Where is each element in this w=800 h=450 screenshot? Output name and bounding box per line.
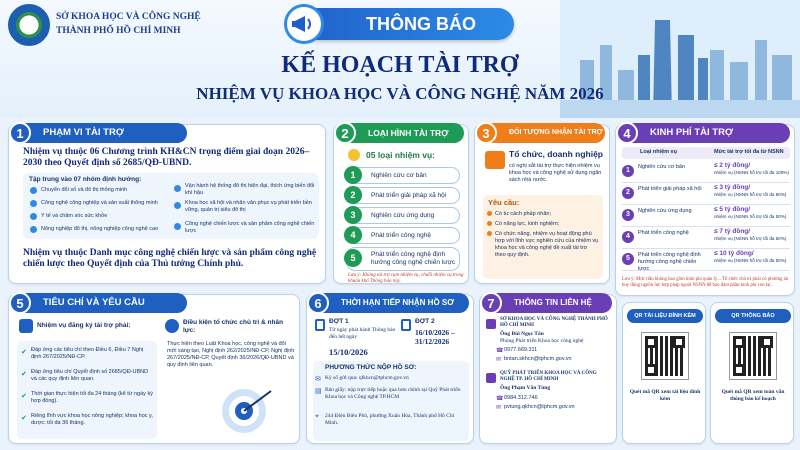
target-illustration-icon xyxy=(209,385,279,437)
criteria-list xyxy=(17,341,157,439)
mail-icon: ✉ xyxy=(496,405,502,411)
type-item-1 xyxy=(346,167,460,184)
bullet-icon xyxy=(487,211,492,216)
col-type: Loại nhiệm vụ xyxy=(640,149,677,155)
lightbulb-icon xyxy=(348,149,360,161)
section-deadline-number: 6 xyxy=(307,292,329,314)
qr-attachments-title: QR TÀI LIỆU ĐÍNH KÈM xyxy=(627,309,703,323)
qr-announcement-title: QR THÔNG BÁO xyxy=(715,309,791,323)
budget-row-type: Phát triển giải pháp xã hội xyxy=(638,186,702,192)
section-budget-number: 4 xyxy=(616,122,638,144)
section-deadline xyxy=(306,294,474,444)
budget-row-note: nhiệm vụ (NSNN hỗ trợ tối đa 50%) xyxy=(714,214,787,219)
digital-icon xyxy=(30,187,37,194)
section-criteria-number: 5 xyxy=(9,292,31,314)
agriculture-icon xyxy=(30,226,37,233)
section-type-title: LOẠI HÌNH TÀI TRỢ xyxy=(368,128,449,138)
requirement-3: Có chức năng, nhiệm vụ hoạt động phù hợp với lĩnh vực nghiên cứu của nhiệm vụ khoa học và công nghệ đề xuất tài trợ theo quy định. xyxy=(495,231,599,258)
focus-item-4: Nông nghiệp đô thị, nông nghiệp công nghệ cao xyxy=(41,226,159,232)
conditions-heading: Điều kiện tổ chức chủ trì & nhân lực: xyxy=(183,319,284,334)
main-subtitle: NHIỆM VỤ KHOA HỌC VÀ CÔNG NGHỆ NĂM 2026 xyxy=(196,84,604,103)
building-icon xyxy=(485,151,505,169)
section-deadline-header xyxy=(315,293,469,313)
scope-point-2: Nhiệm vụ thuộc Danh mục công nghệ chiến lược và sản phẩm công nghệ chiến lược theo Quyết định của Thủ tướng Chính phủ. xyxy=(23,248,317,269)
criteria-item-1: Đáp ứng các tiêu chí theo Điều 6, Điều 7 Nghị định 267/2025/NĐ-CP. xyxy=(31,347,144,360)
focus-item-1: Chuyển đổi số và đô thị thông minh xyxy=(41,187,128,193)
budget-row xyxy=(622,161,790,183)
type-item-number: 1 xyxy=(344,166,362,184)
submission-address: 244 Điện Biên Phủ, phường Xuân Hòa, Thành phố Hồ Chí Minh. xyxy=(325,413,455,426)
contact-role-1: Phòng Phát triển Khoa học công nghệ xyxy=(500,338,584,344)
requirement-1: Có tư cách pháp nhân; xyxy=(495,211,551,217)
contact-org-1: SỞ KHOA HỌC VÀ CÔNG NGHỆ THÀNH PHỐ HỒ CHÍ MINH xyxy=(500,317,608,328)
contact-email-1: bntan.skhcn@tphcm.gov.vn xyxy=(504,356,572,362)
criteria-item-4: Riêng lĩnh vực khoa học nông nghiệp; khoa học y, dược: tối đa 36 tháng. xyxy=(31,413,153,426)
qr-attachments-caption: Quét mã QR xem tài liệu đính kèm xyxy=(629,389,701,402)
contact-org-2: QUỸ PHÁT TRIỂN KHOA HỌC VÀ CÔNG NGHỆ TP. HỒ CHÍ MINH xyxy=(500,371,597,382)
budget-row-type: Nghiên cứu ứng dụng xyxy=(638,208,692,214)
type-item-3 xyxy=(346,207,460,224)
round2-label: ĐỢT 2 xyxy=(415,318,435,325)
section-recipients xyxy=(474,124,610,284)
budget-row-amount: ≤ 7 tỷ đồng/ xyxy=(714,228,751,235)
section-scope-header xyxy=(17,123,187,143)
contact-phone-2: 0984.312.746 xyxy=(504,395,538,401)
phone-icon: ☎ xyxy=(496,396,504,402)
budget-row-amount: ≤ 3 tỷ đồng/ xyxy=(714,184,751,191)
contact-email-2: pvtung.qkhcn@tphcm.gov.vn xyxy=(504,404,575,410)
budget-row xyxy=(622,183,790,205)
org-name xyxy=(56,10,201,38)
section-budget-header xyxy=(624,123,790,143)
type-item-number: 2 xyxy=(344,186,362,204)
scope-point-1: Nhiệm vụ thuộc 06 Chương trình KH&CN trọng điểm giai đoạn 2026–2030 theo Quyết định số 2685/QĐ-UBND. xyxy=(23,147,310,168)
section-criteria-header xyxy=(17,293,187,313)
type-item-label: Nghiên cứu cơ bản xyxy=(371,172,427,179)
section-criteria xyxy=(8,294,300,444)
city-icon xyxy=(174,185,181,192)
qr-attachments-card xyxy=(622,302,706,444)
mail-icon: ✉ xyxy=(315,376,321,383)
focus-item-6: Khoa học xã hội và nhân văn phục vụ phát triển bền vững, quản trị siêu đô thị xyxy=(185,200,312,213)
conditions-desc: Thực hiện theo Luật Khoa học, công nghệ và đổi mới sáng tạo, Nghị định 262/2025/NĐ-CP, Nghị định 267/2025/NĐ-CP, Quyết định 36/2026/QĐ-UBND và quy định liên quan. xyxy=(167,341,295,368)
section-criteria-title: TIÊU CHÍ VÀ YÊU CẦU xyxy=(43,297,145,308)
qr-attachments-code[interactable] xyxy=(642,333,688,379)
type-item-4 xyxy=(346,227,460,244)
budget-row-type: Nghiên cứu cơ bản xyxy=(638,164,686,170)
calendar-icon xyxy=(315,319,325,331)
section-contact-header xyxy=(488,293,612,313)
recipient-desc: có nghị sắt tài trợ thực hiện nhiệm vụ khoa học và công nghệ sử dụng ngân sách nhà nước. xyxy=(509,163,602,183)
section-budget xyxy=(615,124,795,296)
round2-date: 16/10/2026 – 31/12/2026 xyxy=(415,328,455,346)
budget-row-number: 5 xyxy=(622,253,634,265)
office-icon xyxy=(486,319,496,329)
announcement-badge xyxy=(288,8,514,40)
submission-paper: Bản giấy: nộp trực tiếp hoặc qua bưu chính tại Quỹ Phát triển Khoa học và Công nghệ TP.HCM xyxy=(325,387,461,400)
section-contact-number: 7 xyxy=(480,292,502,314)
budget-row-note: nhiệm vụ (NSNN hỗ trợ tối đa 100%) xyxy=(714,170,790,175)
focus-item-3: Y tế và chăm sóc sức khỏe xyxy=(41,213,108,219)
requirement-2: Có năng lực, kinh nghiệm; xyxy=(495,221,560,227)
check-icon: ✔ xyxy=(21,371,27,378)
focus-item-7: Công nghệ chiến lược và sản phẩm công nghệ chiến lược xyxy=(185,221,315,234)
budget-row-amount: ≤ 5 tỷ đồng/ xyxy=(714,206,751,213)
submission-heading: PHƯƠNG THỨC NỘP HỒ SƠ: xyxy=(325,364,417,371)
section-budget-title: KINH PHÍ TÀI TRỢ xyxy=(650,127,734,138)
round1-date: 15/10/2026 xyxy=(329,347,368,357)
strategy-icon xyxy=(174,223,181,230)
budget-row-note: nhiệm vụ (NSNN hỗ trợ tối đa 80%) xyxy=(714,192,787,197)
contact-person-1: Ông Bùi Ngọc Tân xyxy=(500,331,544,337)
calendar-icon xyxy=(401,319,411,331)
focus-item-2: Công nghệ công nghiệp và sản xuất thông minh xyxy=(41,200,158,206)
office-icon xyxy=(486,373,496,383)
megaphone-icon xyxy=(284,4,324,44)
budget-row-number: 2 xyxy=(622,187,634,199)
section-contact-title: THÔNG TIN LIÊN HỆ xyxy=(514,298,592,307)
budget-table xyxy=(622,161,790,271)
type-subheading: 05 loại nhiệm vụ: xyxy=(366,150,435,160)
round1-desc: Từ ngày phát hành Thông báo đến hết ngày xyxy=(329,327,396,340)
phone-icon: ☎ xyxy=(496,348,504,354)
contact-person-2: Ông Phạm Văn Tùng xyxy=(500,385,551,391)
requirements-box xyxy=(483,195,603,279)
type-item-number: 4 xyxy=(344,226,362,244)
team-icon xyxy=(165,319,179,333)
bullet-icon xyxy=(487,221,492,226)
budget-row-amount: ≤ 2 tỷ đồng/ xyxy=(714,162,751,169)
requirements-heading: Yêu cầu: xyxy=(488,198,520,207)
section-scope xyxy=(8,124,326,284)
society-icon xyxy=(174,202,181,209)
health-icon xyxy=(30,213,37,220)
factory-icon xyxy=(30,200,37,207)
section-type-number: 2 xyxy=(334,122,356,144)
type-item-5 xyxy=(346,247,460,271)
qr-announcement-code[interactable] xyxy=(730,333,776,379)
section-deadline-title: THỜI HẠN TIẾP NHẬN HỒ SƠ xyxy=(341,298,455,307)
submission-box xyxy=(313,361,469,441)
col-max: Mức tài trợ tối đa từ NSNN xyxy=(714,149,784,155)
mail-icon: ✉ xyxy=(496,357,502,363)
type-item-2 xyxy=(346,187,460,204)
location-icon: ⌖ xyxy=(315,413,319,420)
bullet-icon xyxy=(487,231,492,236)
budget-row-type: Phát triển công nghệ định hướng công nghệ chiến lược xyxy=(638,252,701,272)
org-logo xyxy=(8,4,50,46)
budget-note: Lưu ý: Mức trần không bao gồm kinh phí quản lý... Tổ chức chủ trì phải có phương án huy động nguồn lực hợp pháp ngoài NSNN để bảo đảm phần kinh phí còn lại. xyxy=(622,277,789,288)
section-contact xyxy=(479,294,617,444)
budget-row-note: nhiệm vụ (NSNN hỗ trợ tối đa 50%) xyxy=(714,258,787,263)
section-recipients-header xyxy=(483,123,605,143)
focus-item-5: Vận hành hệ thống đô thị hiện đại, thích ứng biến đổi khí hậu xyxy=(185,183,315,196)
type-note: Lưu ý: Không tài trợ cụm nhiệm vụ, chuỗi nhiệm vụ trong khuôn khổ Thông báo này. xyxy=(348,273,464,284)
main-title: KẾ HOẠCH TÀI TRỢ xyxy=(281,52,519,78)
org-name-line1: SỞ KHOA HỌC VÀ CÔNG NGHỆ xyxy=(56,12,201,22)
section-scope-number: 1 xyxy=(9,122,31,144)
budget-table-header xyxy=(622,147,790,159)
check-icon: ✔ xyxy=(21,415,27,422)
round1-label: ĐỢT 1 xyxy=(329,318,349,325)
budget-row xyxy=(622,227,790,249)
document-icon: ▤ xyxy=(315,388,322,395)
qr-announcement-caption: Quét mã QR xem toàn văn thông báo kế hoạch xyxy=(721,389,785,402)
criteria-item-2: Đáp ứng tiêu chí Quyết định số 2685/QĐ-UBND và các quy định liên quan. xyxy=(31,369,149,382)
type-item-label: Phát triển giải pháp xã hội xyxy=(371,192,447,199)
budget-row xyxy=(622,205,790,227)
type-item-number: 5 xyxy=(344,249,362,267)
submission-email: Ký số gửi qua: qlkhcn@tphcm.gov.vn xyxy=(325,375,409,381)
section-funding-type xyxy=(333,124,469,284)
budget-row-number: 4 xyxy=(622,231,634,243)
type-item-number: 3 xyxy=(344,206,362,224)
section-recipients-title: ĐỐI TƯỢNG NHẬN TÀI TRỢ xyxy=(509,129,603,136)
check-icon: ✔ xyxy=(21,393,27,400)
qr-announcement-card xyxy=(710,302,794,444)
criteria-item-3: Thời gian thực hiện tối đa 24 tháng (kể từ ngày ký hợp đồng). xyxy=(31,391,153,404)
criteria-heading: Nhiệm vụ đăng ký tài trợ phải: xyxy=(37,322,131,329)
type-item-label: Phát triển công nghệ xyxy=(371,232,431,239)
budget-row-number: 3 xyxy=(622,209,634,221)
recipient-type: Tổ chức, doanh nghiệp xyxy=(509,149,603,159)
checklist-icon xyxy=(19,319,33,333)
budget-row-type: Phát triển công nghệ xyxy=(638,230,689,236)
budget-row-number: 1 xyxy=(622,165,634,177)
focus-box xyxy=(23,173,319,239)
budget-row-amount: ≤ 10 tỷ đồng/ xyxy=(714,250,754,257)
budget-row-note: nhiệm vụ (NSNN hỗ trợ tối đa 50%) xyxy=(714,236,787,241)
section-scope-title: PHẠM VI TÀI TRỢ xyxy=(43,127,124,138)
section-type-header xyxy=(342,123,464,143)
budget-row xyxy=(622,249,790,271)
org-name-line2: THÀNH PHỐ HỒ CHÍ MINH xyxy=(56,26,181,36)
type-item-label: Phát triển công nghệ định hướng công nghệ chiến lược xyxy=(371,251,456,266)
focus-heading: Tập trung vào 07 nhóm định hướng: xyxy=(29,176,142,183)
contact-phone-1: 0977.669.311 xyxy=(504,347,538,353)
type-item-label: Nghiên cứu ứng dụng xyxy=(371,212,435,219)
badge-label: THÔNG BÁO xyxy=(366,14,476,34)
section-recipients-number: 3 xyxy=(475,122,497,144)
check-icon: ✔ xyxy=(21,349,27,356)
